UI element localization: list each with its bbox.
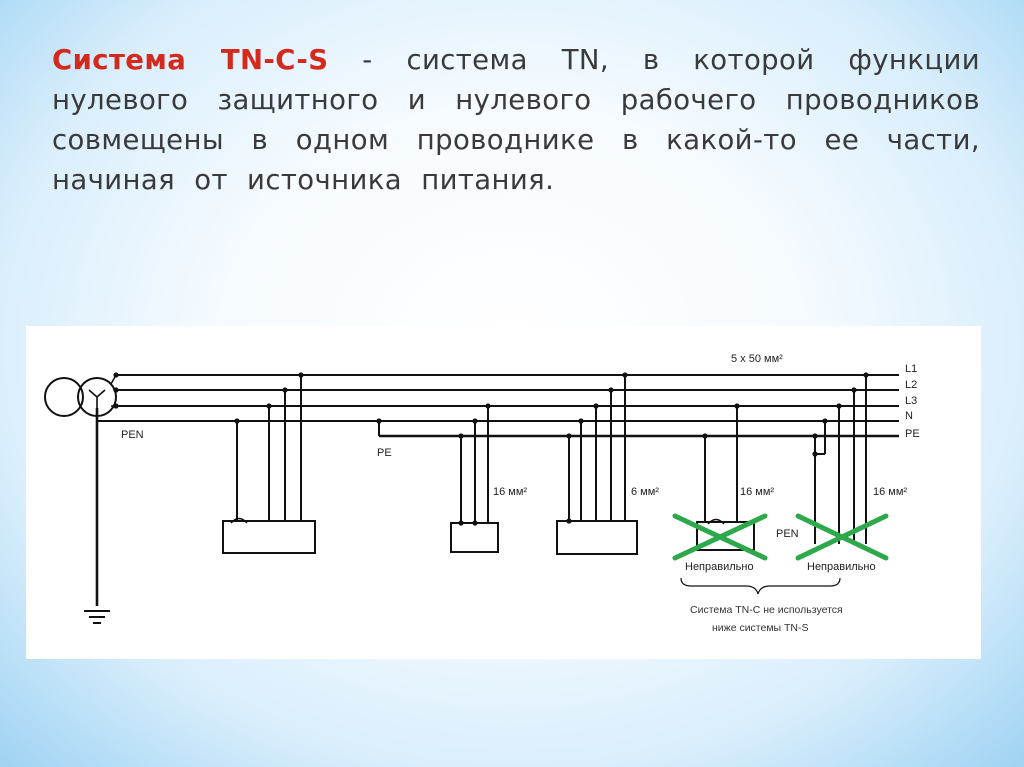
load-1-box: [223, 521, 315, 553]
conductor-pe-label: PE: [905, 428, 920, 440]
definition-text: [52, 40, 980, 200]
section-16-b-label: 16 мм²: [740, 486, 775, 498]
conductor-n-label: N: [905, 410, 913, 422]
conductor-l2-label: L2: [905, 379, 918, 391]
wrong-2-label: Неправильно: [807, 561, 876, 573]
definition-body: - система TN, в которой функции нулевого защитного и нулевого рабочего проводников совмещены в одном проводнике в какой-то ее части, начиная от источника питания.: [52, 44, 980, 196]
section-16-c-label: 16 мм²: [873, 486, 908, 498]
conductor-l3-label: L3: [905, 395, 918, 407]
conductor-l1-label: L1: [905, 363, 918, 375]
definition-term: Система TN-C-S: [52, 44, 329, 76]
wrong-cross-2-icon: [798, 516, 886, 558]
load-3-box: [557, 521, 637, 554]
section-16-a-label: 16 мм²: [493, 486, 528, 498]
pen-source-label: PEN: [121, 429, 144, 441]
pen-load-label: PEN: [776, 528, 799, 540]
pe-label: PE: [377, 447, 392, 459]
cable-label: 5 х 50 мм²: [731, 353, 783, 365]
note-line-2: ниже системы TN-S: [712, 622, 809, 634]
wrong-1-label: Неправильно: [685, 561, 754, 573]
junction-dots: [113, 372, 868, 525]
circuit-svg: [26, 326, 981, 659]
load-2-box: [451, 523, 498, 552]
section-6-label: 6 мм²: [631, 486, 659, 498]
note-line-1: Система TN-C не используется: [690, 604, 843, 616]
tn-c-s-diagram: [26, 326, 981, 659]
note-bracket: [681, 578, 840, 594]
